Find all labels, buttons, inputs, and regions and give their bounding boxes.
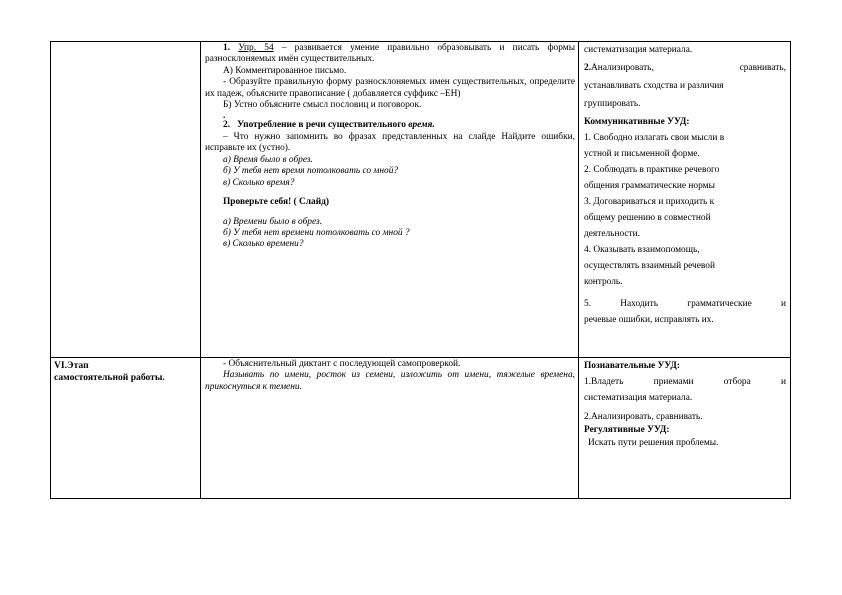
skill-line: 5. Находить грамматические и: [584, 298, 786, 309]
skill-line: 2.Анализировать, сравнивать.: [584, 411, 703, 422]
wrong-phrase-c: в) Сколько время?: [223, 177, 295, 188]
wrong-phrase-b: б) У тебя нет время потолковать со мной?: [223, 166, 399, 177]
activity-cell: [201, 358, 579, 499]
dot-marker: .: [223, 110, 226, 121]
skill-line: Искать пути решения проблемы.: [588, 438, 719, 449]
dictation-text: - Объяснительный диктант с последующей самопроверкой.: [223, 359, 461, 369]
right-phrase-b: б) У тебя нет времени потолковать со мной ?: [223, 228, 410, 239]
commented-writing-label: А) Комментированное письмо.: [223, 65, 347, 76]
skills-cell: [579, 358, 791, 499]
skill-line: 1.Владеть приемами отбора и: [584, 376, 787, 387]
lesson-plan-table: [50, 41, 791, 499]
skill-line: контроль.: [584, 276, 623, 287]
skill-line: группировать.: [584, 98, 641, 109]
skill-line: 4. Оказывать взаимопомощь,: [584, 244, 700, 255]
exercise-link[interactable]: Упр. 54: [238, 43, 274, 53]
skill-line: 2. Соблюдать в практике речевого: [584, 164, 720, 175]
skill-line: устной и письменной форме.: [584, 148, 700, 159]
question-text: – Что нужно запомнить во фразах представленных на слайде Найдите ошибки, исправьте их (устно).: [205, 131, 575, 154]
dictation-phrases: Называть по имени, росток из семени, изложить от имени, тяжелые времена, прикоснуться к темени.: [205, 370, 575, 392]
check-yourself-title: Проверьте себя! ( Слайд): [223, 197, 329, 208]
stage-title: VI.Этап: [54, 360, 89, 371]
skill-line: деятельности.: [584, 228, 641, 239]
stage-cell: [51, 358, 201, 499]
skill-line: 3. Договариваться и приходить к: [584, 196, 715, 207]
skill-line: речевые ошибки, исправлять их.: [584, 314, 714, 325]
stage-subtitle: самостоятельной работы.: [54, 372, 165, 384]
skill-line: 2.Анализировать, сравнивать,: [584, 62, 786, 73]
activity-cell: [201, 42, 579, 358]
skill-line: устанавливать сходства и различия: [584, 80, 724, 91]
skill-line: систематизация материала.: [584, 45, 693, 55]
skills-cell: [579, 42, 791, 358]
wrong-phrase-a: а) Время было в обрез.: [223, 154, 313, 165]
skill-line: 1. Свободно излагать свои мысли в: [584, 132, 725, 143]
skill-line: общему решению в совместной: [584, 212, 711, 223]
exercise-paragraph: 1. Упр. 54 – развивается умение правильно образовывать и писать формы разносклоняемых имён существительных.: [205, 43, 575, 65]
regulative-uud-title: Регулятивные УУД:: [584, 425, 670, 436]
right-phrase-c: в) Сколько времени?: [223, 239, 304, 250]
skill-line: общения грамматические нормы: [584, 180, 715, 191]
right-phrase-a: а) Времени было в обрез.: [223, 216, 323, 227]
item2-title: 2. Употребление в речи существительного время.: [223, 120, 435, 131]
proverbs-label: Б) Устно объясните смысл пословиц и поговорок.: [223, 100, 422, 111]
table-row: [51, 42, 791, 358]
table-row: [51, 358, 791, 499]
skill-line: систематизация материала.: [584, 392, 693, 403]
stage-cell-empty: [51, 42, 201, 358]
skill-line: осуществлять взаимный речевой: [584, 260, 716, 271]
cognitive-uud-title: Познавательные УУД:: [584, 361, 680, 371]
task-form-nouns: - Образуйте правильную форму разносклоняемых имен существительных, определите их падеж, объясните правописание ( добавляется суффикс –ЕН): [205, 77, 575, 99]
communicative-uud-title: Коммуникативные УУД:: [584, 116, 690, 127]
